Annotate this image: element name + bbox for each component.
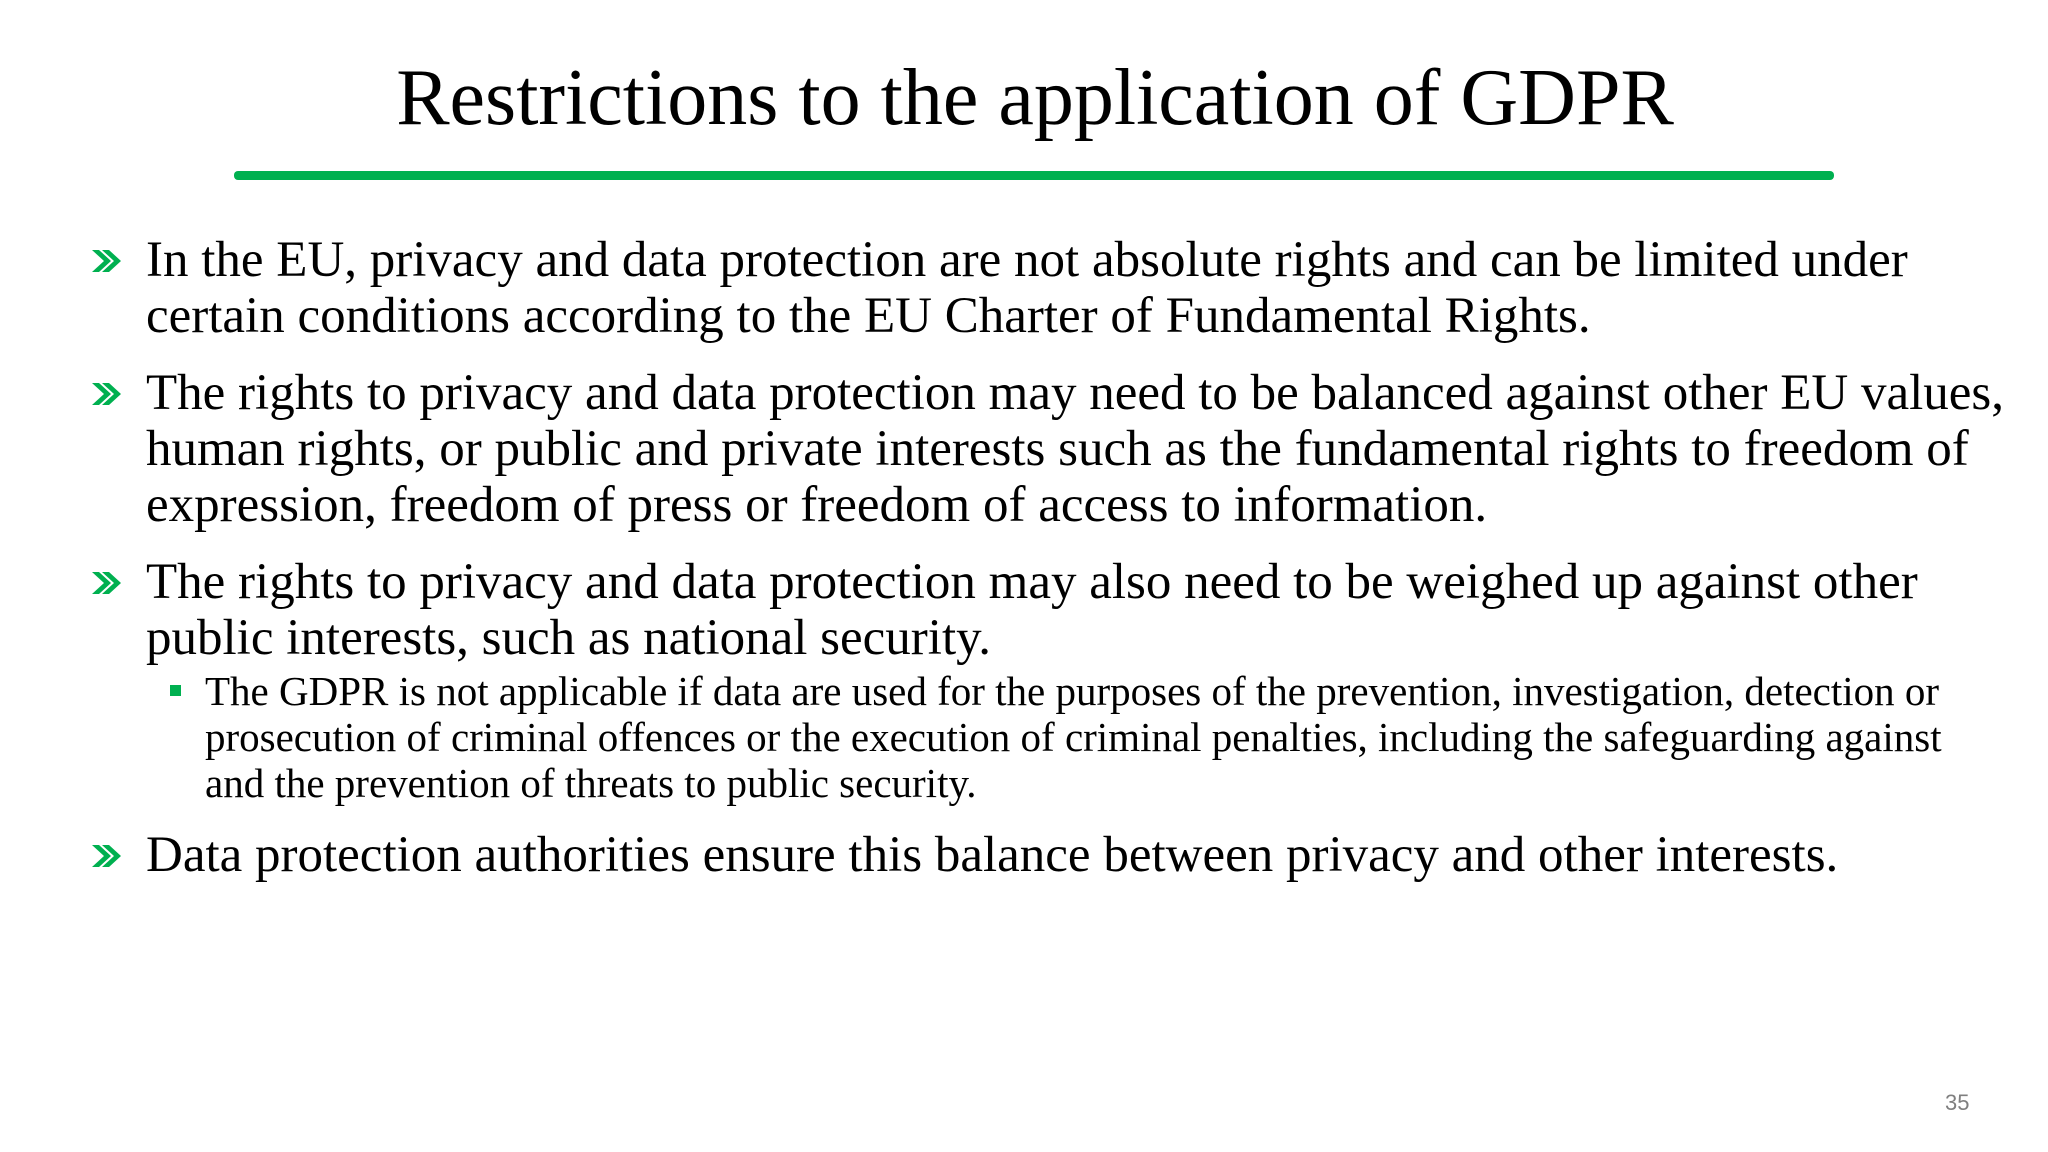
bullet-text: The rights to privacy and data protection may need to be balanced against other EU values, human rights, or public and private interests such as the fundamental rights to freedom of expression, freedom of press or freedom of access to information. [146,365,2005,533]
bullet-text: In the EU, privacy and data protection are not absolute rights and can be limited under certain conditions according to the EU Charter of Fundamental Rights. [146,232,1908,344]
bullet-item [90,827,2010,883]
arrow-bullet-icon [90,379,124,409]
page-number: 35 [1945,1090,1970,1115]
sub-bullet-item [146,668,2010,806]
arrow-bullet-icon [90,246,124,276]
arrow-bullet-icon [90,841,124,871]
bullet-item [90,554,2010,806]
sub-bullet-list [146,668,2010,806]
sub-bullet-text: The GDPR is not applicable if data are used for the purposes of the prevention, investigation, detection or prosecution of criminal offences or the execution of criminal penalties, including the safeguarding against and the prevention of threats to public security. [205,668,1942,806]
bullet-item [90,232,2010,344]
bullet-text: The rights to privacy and data protection may also need to be weighed up against other public interests, such as national security. [146,554,1918,666]
square-bullet-icon [170,685,181,696]
title-underline [234,171,1834,180]
bullet-list [90,232,2010,904]
arrow-bullet-icon [90,568,124,598]
bullet-item [90,365,2010,533]
slide-title: Restrictions to the application of GDPR [396,54,1674,142]
bullet-text: Data protection authorities ensure this balance between privacy and other interests. [146,827,1839,883]
